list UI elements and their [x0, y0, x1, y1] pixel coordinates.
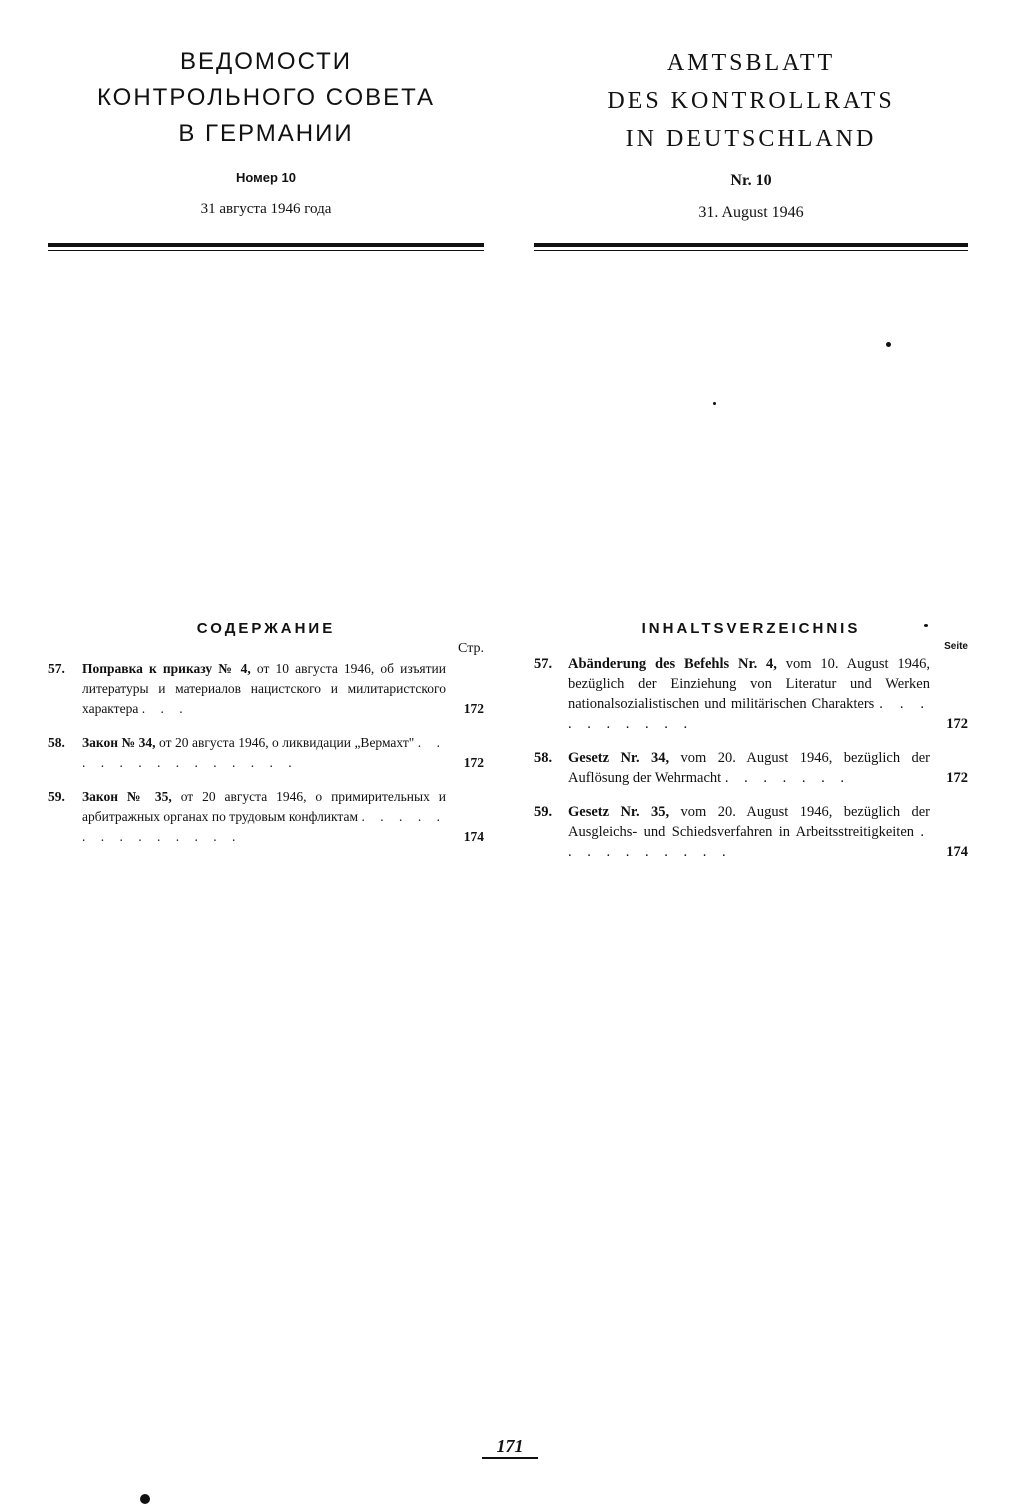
leader-dots: . . . . . . . . . . . . . .: [82, 735, 446, 770]
leader-dots: . . .: [141, 701, 189, 716]
entry-title-bold: Поправка к приказу № 4,: [82, 661, 251, 676]
entry-title-rest: от 10 августа 1946, об изъятии литературы и материалов нацистского и милитаристского характера: [82, 661, 446, 716]
russian-title: [48, 44, 484, 152]
leader-dots: . . . . . . . . . . . . . .: [82, 809, 446, 844]
entry-number: 59.: [48, 789, 65, 804]
german-contents-heading: INHALTSVERZEICHNIS: [641, 620, 861, 637]
russian-title-line: В ГЕРМАНИИ: [178, 120, 354, 147]
german-issue-number: Nr. 10: [730, 172, 772, 189]
entry-title: [568, 748, 930, 788]
russian-contents-heading: СОДЕРЖАНИЕ: [196, 620, 336, 637]
entry-title-bold: Abänderung des Befehls Nr. 4,: [568, 656, 777, 672]
entry-title-rest: от 20 августа 1946, о ликвидации „Вермахт": [155, 735, 415, 750]
toc-entry: [534, 654, 968, 734]
entry-page: 172: [946, 716, 968, 732]
russian-column: [48, 0, 484, 844]
entry-title: [568, 802, 930, 862]
toc-entry: [48, 733, 484, 773]
german-header-rule: [534, 243, 968, 251]
entry-title-rest: vom 10. August 1946, bezüglich der Einziehung von Literatur und Werken nationalsozialistischen und militärischen Charakters: [568, 656, 930, 712]
german-title: [534, 44, 968, 158]
russian-header-rule: [48, 243, 484, 251]
entry-title: [82, 733, 446, 773]
page-number: 171: [482, 1436, 538, 1459]
entry-page: 172: [463, 755, 484, 770]
german-page-column-label: Seite: [944, 641, 968, 652]
russian-issue-date: 31 августа 1946 года: [200, 201, 332, 217]
entry-title-rest: vom 20. August 1946, bezüglich der Ausgleichs- und Schiedsverfahren in Arbeitsstreitigkeiten: [568, 804, 930, 840]
entry-title-rest: vom 20. August 1946, bezüglich der Auflösung der Wehrmacht: [568, 750, 930, 786]
entry-title-bold: Gesetz Nr. 34,: [568, 750, 670, 766]
scan-speck: [140, 1494, 150, 1504]
german-masthead: [534, 44, 968, 222]
russian-title-line: ВЕДОМОСТИ: [179, 48, 353, 75]
russian-contents: [48, 620, 484, 861]
toc-entry: [534, 748, 968, 788]
entry-number: 57.: [48, 661, 65, 676]
entry-title-bold: Закон № 34,: [82, 735, 156, 750]
russian-title-line: КОНТРОЛЬНОГО СОВЕТА: [96, 84, 436, 111]
entry-title-rest: от 20 августа 1946, о примирительных и арбитражных органах по трудовым конфликтам: [82, 789, 446, 824]
leader-dots: . . . . . . . . . .: [568, 824, 931, 860]
entry-page: 172: [463, 701, 484, 716]
leader-dots: . . . . . . . . . .: [568, 696, 931, 732]
german-title-line: AMTSBLATT: [666, 50, 836, 76]
entry-number: 58.: [48, 735, 65, 750]
leader-dots: . . . . . . .: [724, 770, 850, 786]
scan-speck: [886, 342, 891, 347]
russian-issue-number: Номер 10: [235, 170, 297, 185]
toc-entry: [534, 802, 968, 862]
entry-title: [82, 787, 446, 847]
entry-page: 174: [946, 844, 968, 860]
entry-title-bold: Закон № 35,: [82, 789, 172, 804]
german-contents: [534, 620, 968, 876]
german-column: [534, 0, 968, 860]
russian-masthead: [48, 44, 484, 218]
russian-page-column-label: Стр.: [458, 641, 484, 656]
entry-page: 174: [463, 829, 484, 844]
entry-number: 59.: [534, 804, 553, 820]
toc-entry: [48, 787, 484, 847]
german-title-line: IN DEUTSCHLAND: [625, 126, 877, 152]
entry-number: 58.: [534, 750, 553, 766]
entry-title: [568, 654, 930, 734]
german-title-line: DES KONTROLLRATS: [607, 88, 895, 114]
toc-entry: [48, 659, 484, 719]
entry-number: 57.: [534, 656, 553, 672]
entry-page: 172: [946, 770, 968, 786]
german-issue-date: 31. August 1946: [698, 204, 804, 221]
entry-title: [82, 659, 446, 719]
scan-speck: [924, 624, 928, 627]
scan-speck: [713, 402, 716, 405]
entry-title-bold: Gesetz Nr. 35,: [568, 804, 670, 820]
